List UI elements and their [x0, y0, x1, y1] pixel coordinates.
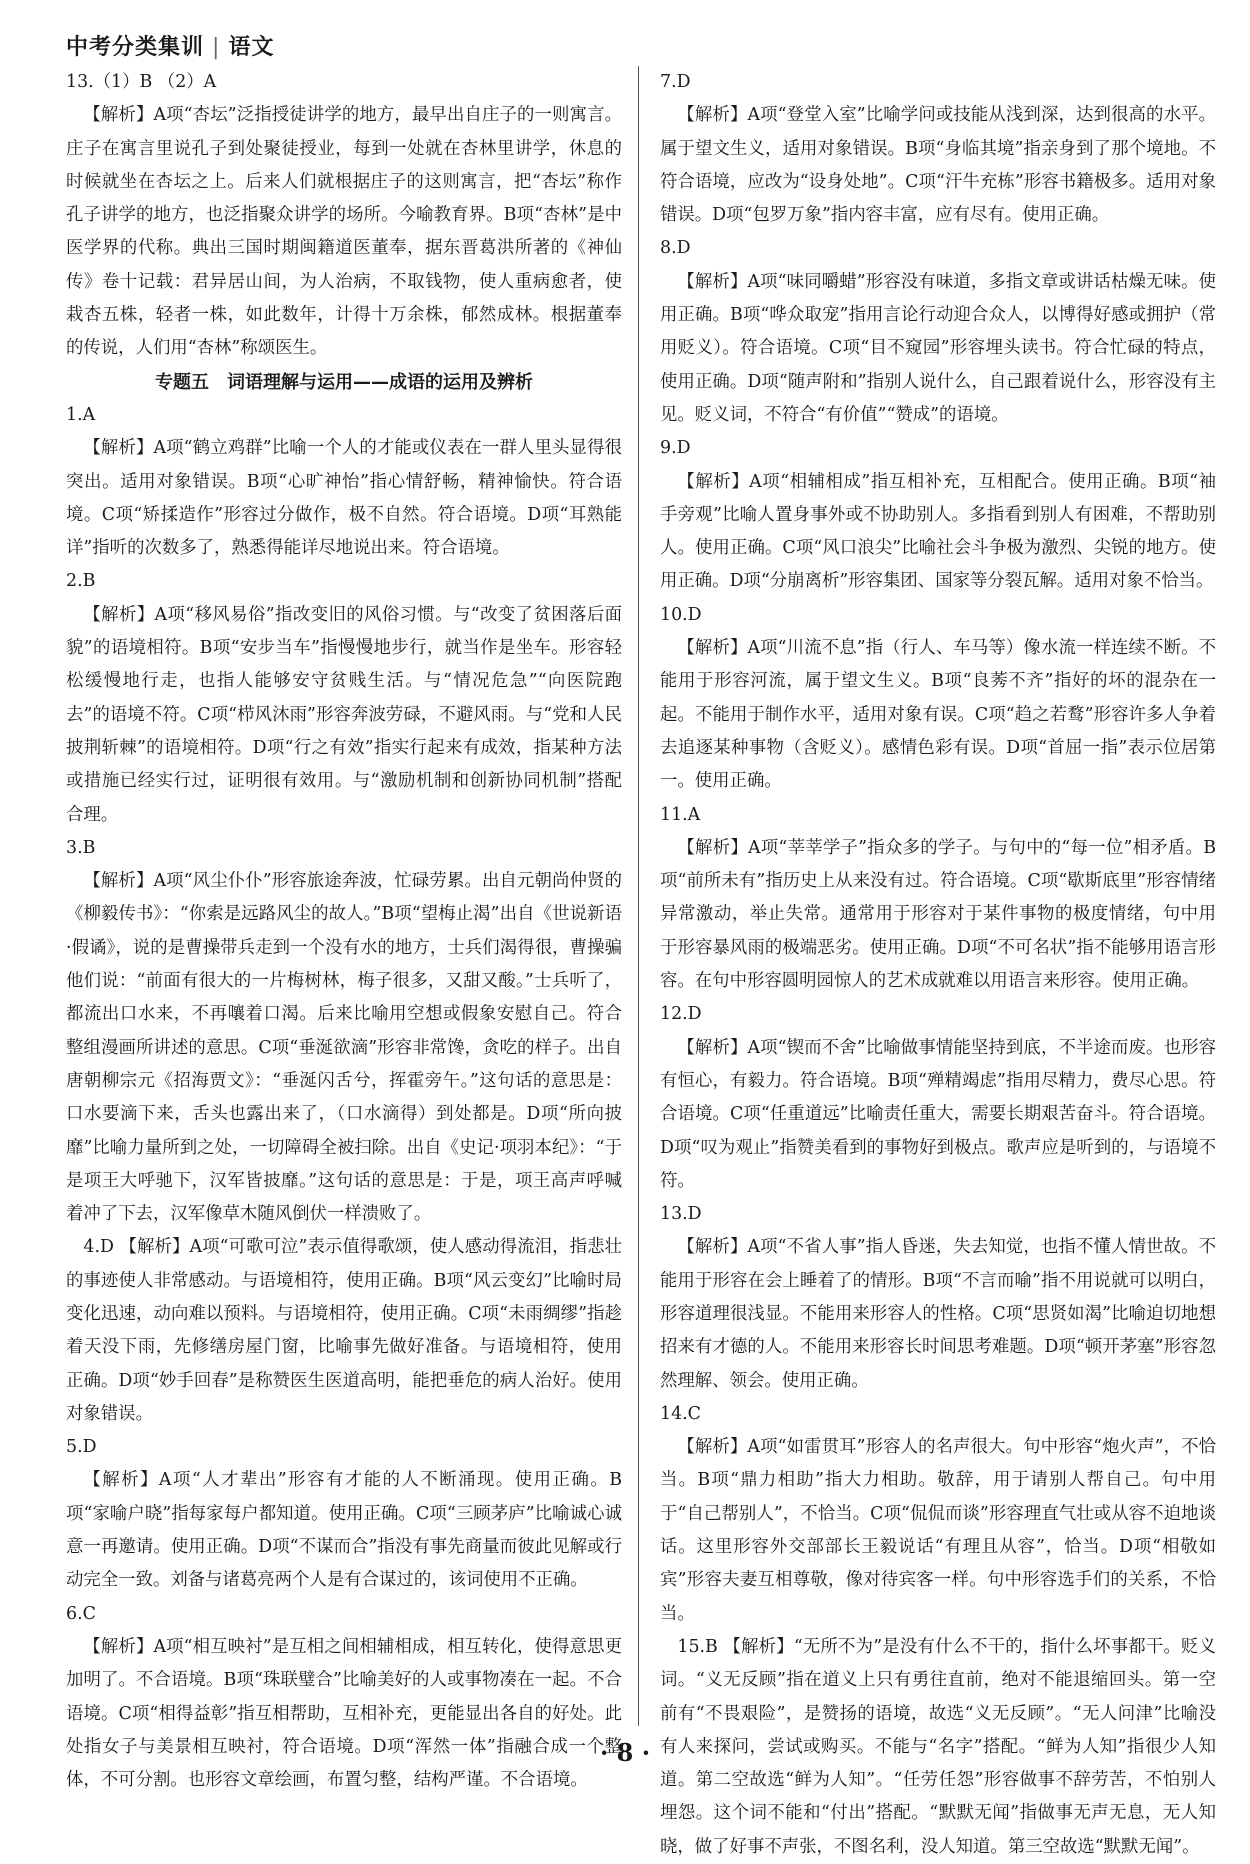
- explanation-paragraph: 【解析】A项“不省人事”指人昏迷，失去知觉，也指不懂人情世故。不能用于形容在会上睡着了的情形。B项“不言而喻”指不用说就可以明白，形容道理很浅显。不能用来形容人的性格。C项“思贤如渴”比喻迫切地想招来有才德的人。不能用来形容长时间思考难题。D项“顿开茅塞”形容忽然理解、领会。使用正确。: [660, 1237, 1216, 1391]
- answer-key: 14.C: [660, 1403, 701, 1424]
- explanation-paragraph: 【解析】A项“相互映衬”是互相之间相辅相成，相互转化，使得意思更加明了。不合语境。B项“珠联璧合”比喻美好的人或事物凑在一起。不合语境。C项“相得益彰”指互相帮助，互相补充，更能显出各自的好处。此处指女子与美景相互映衬，符合语境。D项“浑然一体”指融合成一个整体，不可分割。也形容文章绘画，布置匀整，结构严谨。不合语境。: [66, 1636, 622, 1791]
- explanation-paragraph: 【解析】A项“人才辈出”形容有才能的人不断涌现。使用正确。B项“家喻户晓”指每家每户都知道。使用正确。C项“三顾茅庐”比喻诚心诚意一再邀请。使用正确。D项“不谋而合”指没有事先商量而彼此见解或行动完全一致。刘备与诸葛亮两个人是有合谋过的，该词使用不正确。: [66, 1470, 622, 1591]
- left-column: [66, 66, 622, 1797]
- answer-key: 8.D: [660, 238, 691, 259]
- explanation-paragraph: 【解析】A项“相辅相成”指互相补充，互相配合。使用正确。B项“袖手旁观”比喻人置身事外或不协助别人。多指看到别人有困难，不帮助别人。使用正确。C项“风口浪尖”比喻社会斗争极为激烈、尖锐的地方。使用正确。D项“分崩离析”形容集团、国家等分裂瓦解。适用对象不恰当。: [660, 471, 1216, 592]
- answer-key: 7.D: [660, 72, 691, 92]
- answer-key: 10.D: [660, 604, 702, 625]
- answer-key: 13.（1）B （2）A: [66, 72, 217, 92]
- answer-key: 12.D: [660, 1004, 702, 1025]
- explanation-paragraph: 【解析】A项“登堂入室”比喻学问或技能从浅到深，达到很高的水平。属于望文生义，适用对象错误。B项“身临其境”指亲身到了那个境地。不符合语境，应改为“设身处地”。C项“汗牛充栋”形容书籍极多。适用对象错误。D项“包罗万象”指内容丰富，应有尽有。使用正确。: [660, 105, 1216, 226]
- answer-key: 5.D: [66, 1437, 97, 1458]
- answer-key: 11.A: [660, 804, 701, 825]
- answer-key: 6.C: [66, 1603, 96, 1624]
- right-column: [660, 66, 1216, 1864]
- explanation-paragraph: 【解析】A项“味同嚼蜡”形容没有味道，多指文章或讲话枯燥无味。使用正确。B项“哗众取宠”指用言论行动迎合众人，以博得好感或拥护（常用贬义）。符合语境。C项“目不窥园”形容埋头读书。符合忙碌的特点，使用正确。D项“随声附和”指别人说什么，自己跟着说什么，形容没有主见。贬义词，不符合“有价值”“赞成”的语境。: [660, 271, 1216, 425]
- page-number: · 8 ·: [599, 1738, 651, 1767]
- explanation-paragraph: 4.D 【解析】A项“可歌可泣”表示值得歌颂，使人感动得流泪，指悲壮的事迹使人非常感动。与语境相符，使用正确。B项“风云变幻”比喻时局变化迅速，动向难以预料。与语境相符，使用正确。C项“未雨绸缪”指趁着天没下雨，先修缮房屋门窗，比喻事先做好准备。与语境相符，使用正确。D项“妙手回春”是称赞医生医道高明，能把垂危的病人治好。使用对象错误。: [66, 1237, 622, 1424]
- explanation-paragraph: 【解析】A项“川流不息”指（行人、车马等）像水流一样连续不断。不能用于形容河流，属于望文生义。B项“良莠不齐”指好的坏的混杂在一起。不能用于制作水平，适用对象有误。C项“趋之若鹜”形容许多人争着去追逐某种事物（含贬义）。感情色彩有误。D项“首屈一指”表示位居第一。使用正确。: [660, 638, 1216, 792]
- answer-key: 13.D: [660, 1204, 702, 1225]
- page-header: [66, 30, 274, 61]
- explanation-paragraph: 【解析】A项“杏坛”泛指授徒讲学的地方，最早出自庄子的一则寓言。庄子在寓言里说孔子到处聚徒授业，每到一处就在杏林里讲学，休息的时候就坐在杏坛之上。后来人们就根据庄子的这则寓言，把“杏坛”称作孔子讲学的地方，也泛指聚众讲学的场所。今喻教育界。B项“杏林”是中医学界的代称。典出三国时期闽籍道医董奉，据东晋葛洪所著的《神仙传》卷十记载：君异居山间，为人治病，不取钱物，使人重病愈者，使栽杏五株，轻者一株，如此数年，计得十万余株，郁然成林。根据董奉的传说，人们用“杏林”称颂医生。: [66, 105, 622, 359]
- answer-key: 1.A: [66, 404, 96, 425]
- book-title: 中考分类集训: [66, 35, 205, 60]
- explanation-paragraph: 【解析】A项“鹤立鸡群”比喻一个人的才能或仪表在一群人里头显得很突出。适用对象错误。B项“心旷神怡”指心情舒畅，精神愉快。符合语境。C项“矫揉造作”形容过分做作，极不自然。符合语境。D项“耳熟能详”指听的次数多了，熟悉得能详尽地说出来。符合语境。: [66, 438, 622, 559]
- explanation-paragraph: 【解析】A项“莘莘学子”指众多的学子。与句中的“每一位”相矛盾。B项“前所未有”指历史上从来没有过。符合语境。C项“歇斯底里”形容情绪异常激动，举止失常。通常用于形容对于某件事物的极度情绪，句中用于形容暴风雨的极端恶劣。使用正确。D项“不可名状”指不能够用语言形容。在句中形容圆明园惊人的艺术成就难以用语言来形容。使用正确。: [660, 837, 1216, 992]
- explanation-paragraph: 15.B 【解析】“无所不为”是没有什么不干的，指什么坏事都干。贬义词。“义无反顾”指在道义上只有勇往直前，绝对不能退缩回头。第一空前有“不畏艰险”，是赞扬的语境，故选“义无反顾”。“无人问津”比喻没有人来探问，尝试或购买。不能与“名字”搭配。“鲜为人知”指很少人知道。第二空故选“鲜为人知”。“任劳任怨”形容做事不辞劳苦，不怕别人埋怨。这个词不能和“付出”搭配。“默默无闻”指做事无声无息，无人知晓，做了好事不声张，不图名利，没人知道。第三空故选“默默无闻”。: [660, 1636, 1216, 1857]
- column-divider: [638, 66, 639, 1726]
- answer-key: 9.D: [660, 438, 691, 459]
- header-separator: |: [212, 35, 221, 60]
- explanation-paragraph: 【解析】A项“移风易俗”指改变旧的风俗习惯。与“改变了贫困落后面貌”的语境相符。B项“安步当车”指慢慢地步行，就当作是坐车。形容轻松缓慢地行走，也指人能够安守贫贱生活。与“情况危急”“向医院跑去”的语境不符。C项“栉风沐雨”形容奔波劳碌，不避风雨。与“党和人民披荆斩棘”的语境相符。D项“行之有效”指实行起来有成效，指某种方法或措施已经实行过，证明很有效用。与“激励机制和创新协同机制”搭配合理。: [66, 604, 622, 825]
- answer-key: 3.B: [66, 837, 96, 858]
- section-heading: 专题五 词语理解与运用——成语的运用及辨析: [155, 371, 533, 393]
- answer-key: 2.B: [66, 571, 96, 592]
- explanation-paragraph: 【解析】A项“如雷贯耳”形容人的名声很大。句中形容“炮火声”，不恰当。B项“鼎力相助”指大力相助。敬辞，用于请别人帮自己。句中用于“自己帮别人”，不恰当。C项“侃侃而谈”形容理直气壮或从容不迫地谈话。这里形容外交部部长王毅说话“有理且从容”，恰当。D项“相敬如宾”形容夫妻互相尊敬，像对待宾客一样。句中形容选手们的关系，不恰当。: [660, 1437, 1216, 1624]
- explanation-paragraph: 【解析】A项“风尘仆仆”形容旅途奔波，忙碌劳累。出自元朝尚仲贤的《柳毅传书》：“你索是远路风尘的故人。”B项“望梅止渴”出自《世说新语·假谲》，说的是曹操带兵走到一个没有水的地方，士兵们渴得很，曹操骗他们说：“前面有很大的一片梅树林，梅子很多，又甜又酸。”士兵听了，都流出口水来，不再嚷着口渴。后来比喻用空想或假象安慰自己。符合整组漫画所讲述的意思。C项“垂涎欲滴”形容非常馋，贪吃的样子。出自唐朝柳宗元《招海贾文》：“垂涎闪舌兮，挥霍旁午。”这句话的意思是：口水要滴下来，舌头也露出来了，（口水滴得）到处都是。D项“所向披靡”比喻力量所到之处，一切障碍全被扫除。出自《史记·项羽本纪》：“于是项王大呼驰下，汉军皆披靡。”这句话的意思是：于是，项王高声呼喊着冲了下去，汉军像草木随风倒伏一样溃败了。: [66, 871, 622, 1225]
- subject-label: 语文: [228, 35, 275, 60]
- explanation-paragraph: 【解析】A项“锲而不舍”比喻做事情能坚持到底，不半途而废。也形容有恒心，有毅力。符合语境。B项“殚精竭虑”指用尽精力，费尽心思。符合语境。C项“任重道远”比喻责任重大，需要长期艰苦奋斗。符合语境。D项“叹为观止”指赞美看到的事物好到极点。歌声应是听到的，与语境不符。: [660, 1037, 1216, 1191]
